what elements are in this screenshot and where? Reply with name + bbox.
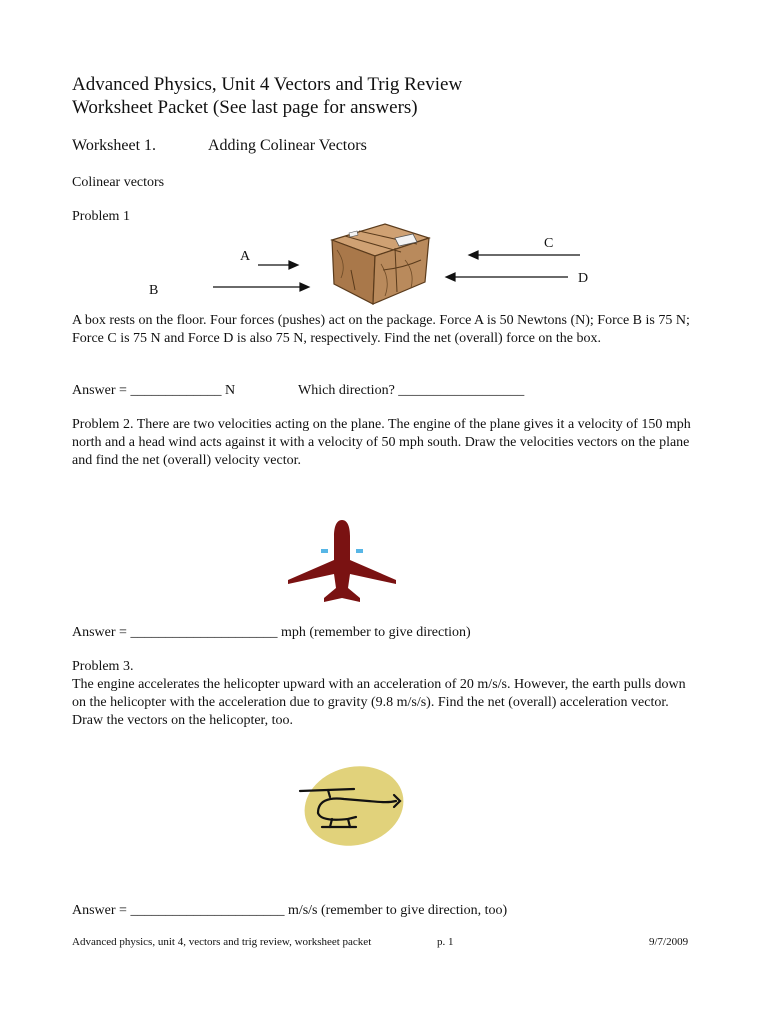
problem-1-answer: Answer = _____________ N <box>72 383 236 398</box>
arrow-c <box>469 251 580 259</box>
package-box-icon <box>325 220 435 306</box>
problem-1-direction: Which direction? __________________ <box>298 383 525 398</box>
footer-left: Advanced physics, unit 4, vectors and trig review, worksheet packet <box>72 936 372 948</box>
section-heading: Colinear vectors <box>72 175 165 190</box>
title-line-2: Worksheet Packet (See last page for answers) <box>72 97 418 118</box>
document-title <box>72 73 462 119</box>
label-d: D <box>578 271 589 286</box>
helicopter-icon <box>296 765 410 847</box>
title-line-1: Advanced Physics, Unit 4 Vectors and Trig Review <box>72 74 463 95</box>
arrow-a <box>258 261 298 269</box>
label-a: A <box>240 249 251 264</box>
airplane-icon <box>286 518 398 604</box>
problem-2-text: Problem 2. There are two velocities acting on the plane. The engine of the plane gives it a velocity of 150 mph north and a head wind acts against it with a velocity of 50 mph south. Draw the velocities vectors on the plane and find the net (overall) velocity vector. <box>72 417 691 468</box>
problem-3-answer: Answer = ______________________ m/s/s (remember to give direction, too) <box>72 903 508 918</box>
footer-page: p. 1 <box>437 936 454 948</box>
arrow-d <box>446 273 568 281</box>
problem-1-heading: Problem 1 <box>72 209 130 224</box>
label-b: B <box>149 283 159 298</box>
label-c: C <box>544 236 554 251</box>
worksheet-number: Worksheet 1. <box>72 137 157 154</box>
problem-3-text: The engine accelerates the helicopter upward with an acceleration of 20 m/s/s. However, the earth pulls down on the helicopter with the acceleration due to gravity (9.8 m/s/s). Find the net (overall) acceleration vector. Draw the vectors on the helicopter, too. <box>72 677 686 728</box>
problem-2-answer: Answer = _____________________ mph (remember to give direction) <box>72 625 471 640</box>
worksheet-name: Adding Colinear Vectors <box>208 137 367 154</box>
problem-1-text: A box rests on the floor. Four forces (pushes) act on the package. Force A is 50 Newtons (N); Force B is 75 N; Force C is 75 N and Force D is also 75 N, respectively. Find the net (overall) force on the box. <box>72 313 690 346</box>
problem-3-heading: Problem 3. <box>72 659 134 674</box>
arrow-b <box>213 283 309 291</box>
footer-date: 9/7/2009 <box>649 936 689 948</box>
